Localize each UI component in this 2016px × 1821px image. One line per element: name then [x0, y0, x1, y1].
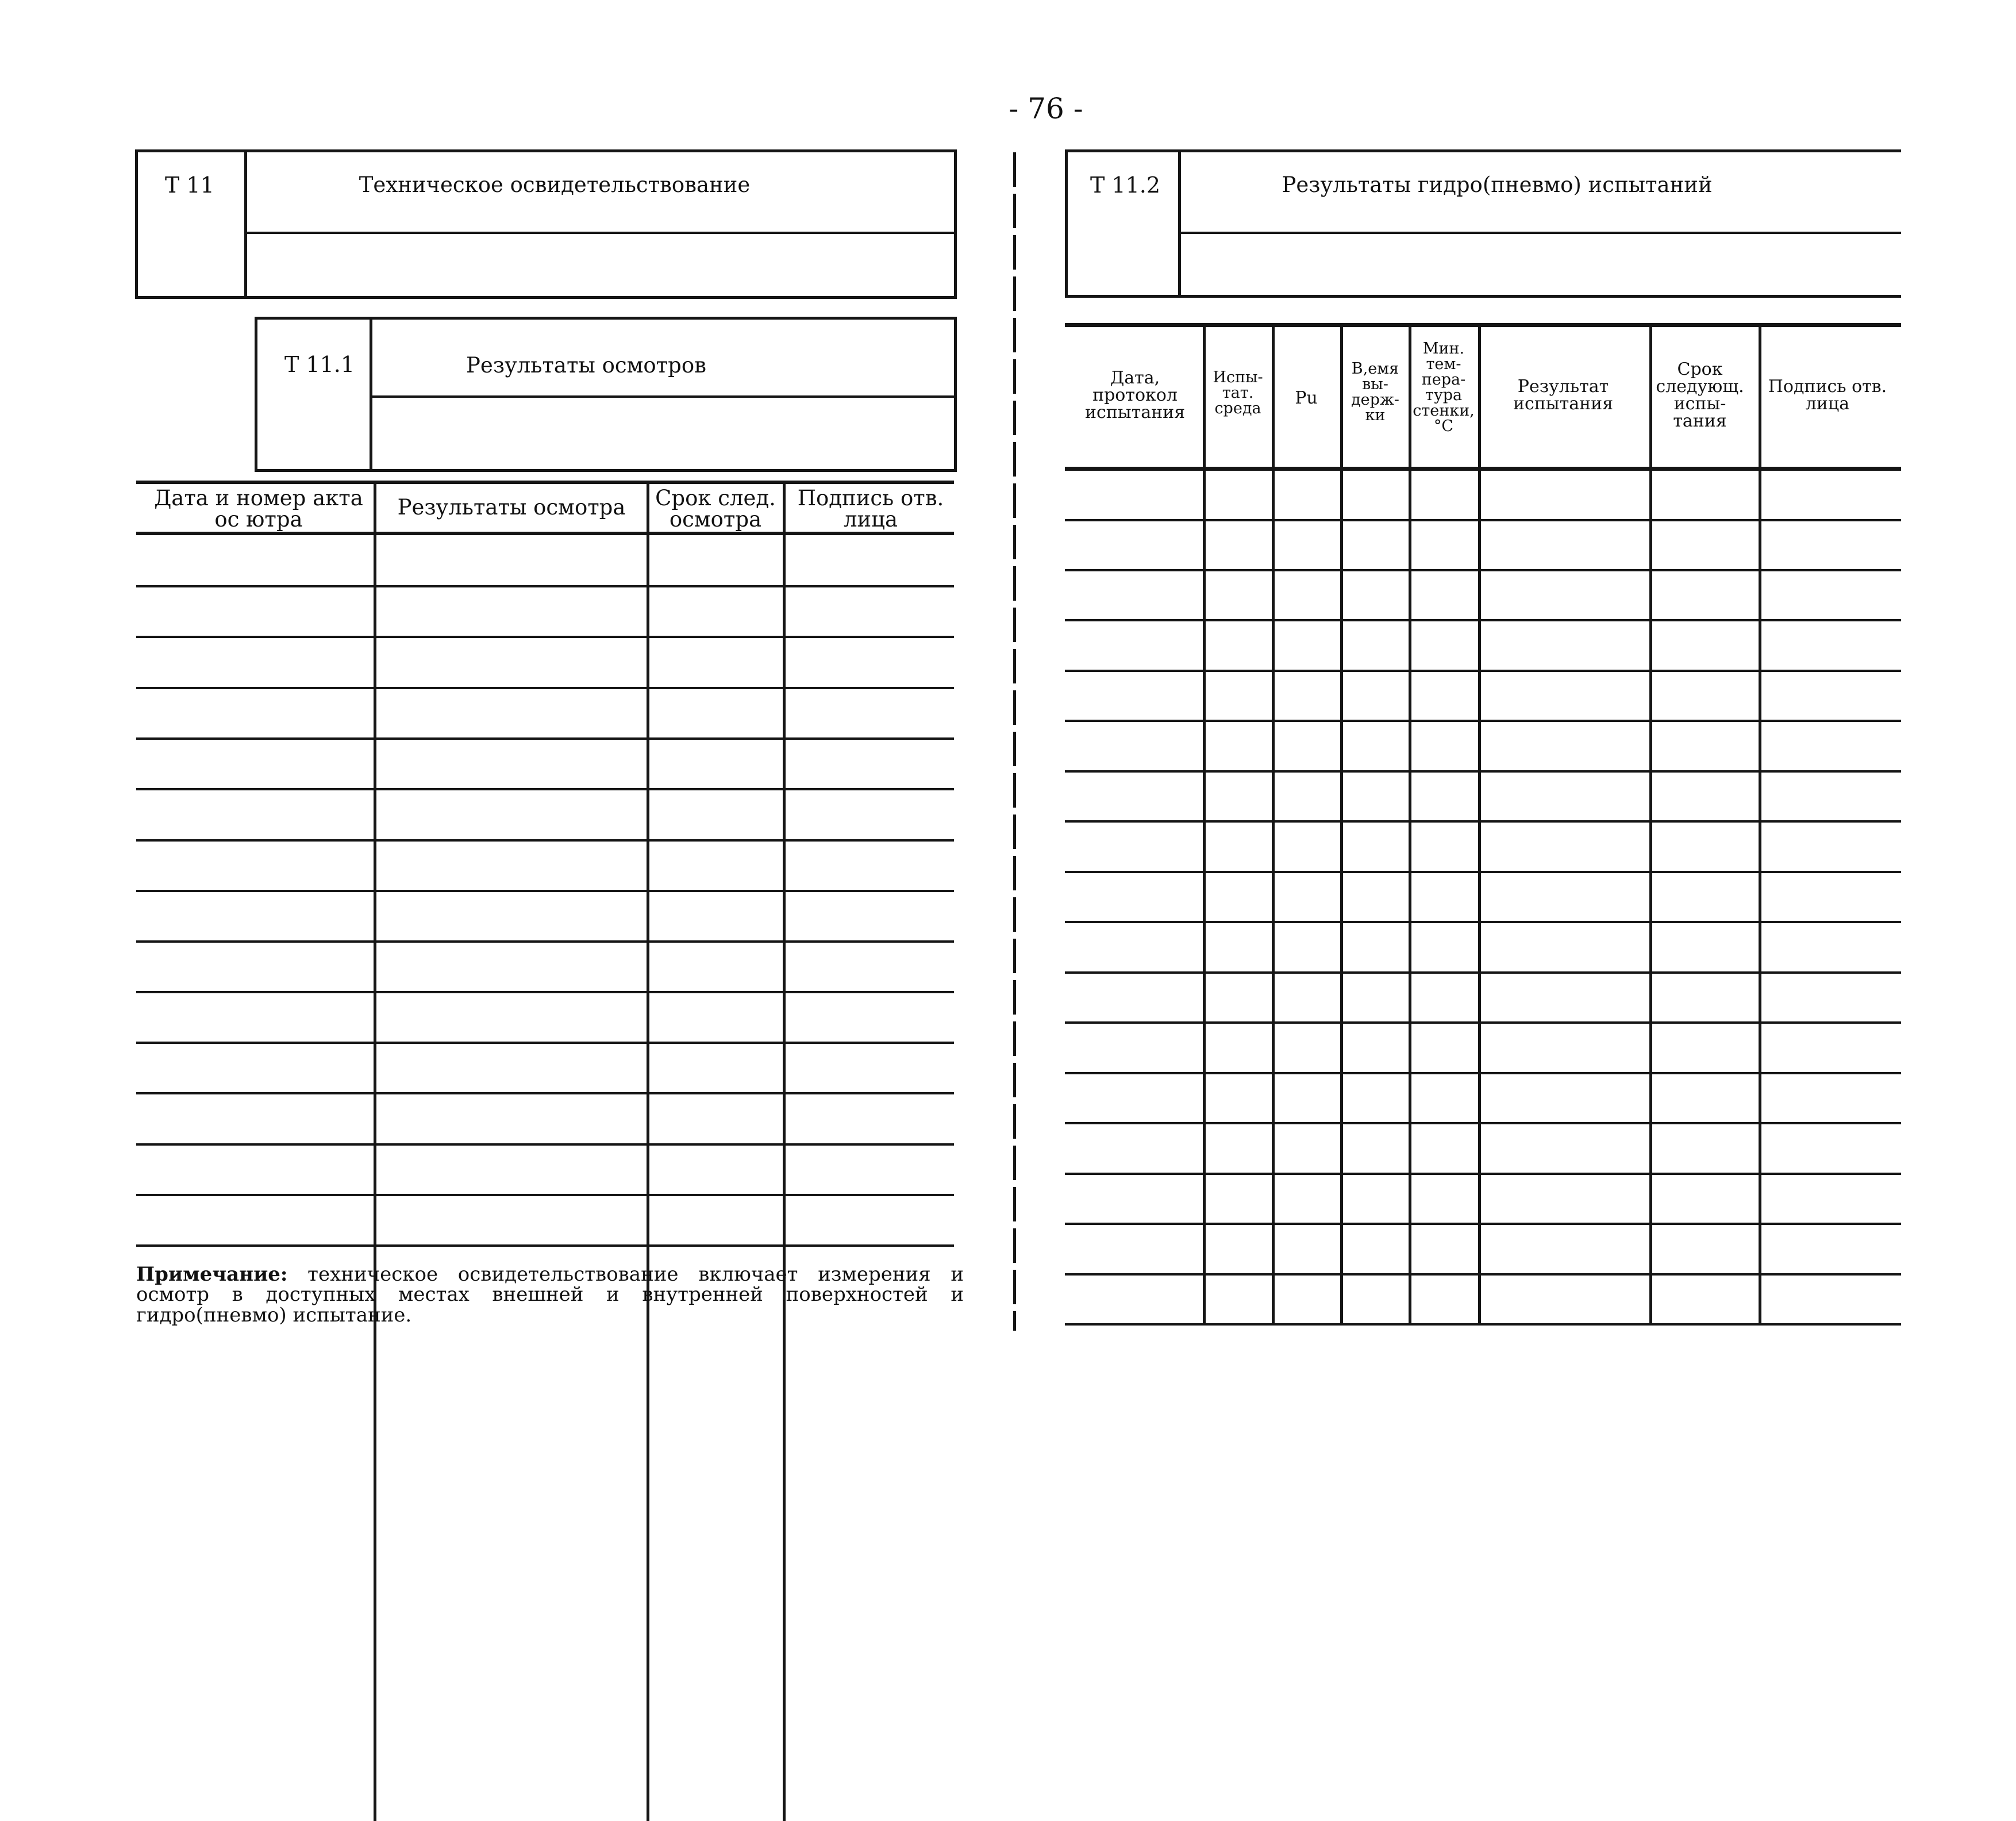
column-header-test-result: Результат испытания: [1513, 377, 1614, 414]
table-column-line: [1409, 325, 1411, 1325]
column-header-next-test: Срок следующ. испы- тания: [1656, 359, 1744, 431]
t11-divider: [244, 149, 247, 299]
table-row-line: [1065, 820, 1901, 823]
table-row-line: [136, 1194, 954, 1196]
column-header-min-wall-temp: Мин. тем- пера- тура стенки, °С: [1413, 340, 1475, 435]
table-row-line: [136, 1042, 954, 1044]
t11-header-box: [135, 149, 957, 299]
table-header-rule: [1065, 467, 1901, 471]
table-column-line: [1272, 325, 1275, 1325]
t11-title: Техническое освидетельствование: [359, 172, 751, 197]
column-header-signature-right: Подпись отв. лица: [1768, 377, 1887, 414]
table-row-line: [136, 788, 954, 790]
column-header-inspection-results: Результаты осмотра: [397, 495, 626, 520]
footnote-label: Примечание:: [136, 1263, 288, 1286]
page-number: - 76 -: [1009, 92, 1083, 125]
table-row-line: [1065, 720, 1901, 722]
table-row-line: [136, 890, 954, 892]
t11-1-divider: [370, 317, 372, 472]
table-row-line: [136, 737, 954, 740]
table-row-line: [1065, 1323, 1901, 1326]
t11-1-title: Результаты осмотров: [466, 353, 706, 378]
footnote: [136, 1265, 964, 1326]
t11-code: Т 11: [165, 172, 214, 198]
table-row-line: [136, 839, 954, 842]
table-row-line: [1065, 770, 1901, 773]
column-header-test-date: Дата, протокол испытания: [1084, 368, 1186, 422]
t11-2-header-box: [1065, 149, 1901, 298]
table-column-line: [783, 483, 786, 1821]
t11-row-line: [244, 232, 957, 234]
table-row-line: [136, 1092, 954, 1094]
table-row-line: [1065, 670, 1901, 672]
column-header-holding-time: В,емя вы- держ- ки: [1351, 360, 1399, 424]
table-header-rule: [136, 532, 954, 535]
table-row-line: [1065, 569, 1901, 571]
table-column-line: [647, 483, 649, 1821]
t11-2-divider: [1178, 149, 1181, 298]
table-row-line: [1065, 519, 1901, 521]
column-header-test-medium: Испы- тат. среда: [1213, 368, 1263, 417]
table-column-line: [1649, 325, 1652, 1325]
table-row-line: [136, 1143, 954, 1146]
footnote-text: техническое освидетельствование включает измерения и осмотр в доступных местах внешней и внутренней поверхностей и гидро(пневмо) испытание.: [136, 1263, 964, 1327]
table-row-line: [136, 1244, 954, 1247]
page-divider: [1013, 152, 1016, 1331]
t11-2-code: Т 11.2: [1090, 172, 1161, 198]
column-header-pu: Pu: [1295, 388, 1318, 408]
t11-1-code: Т 11.1: [284, 352, 355, 377]
t11-2-title: Результаты гидро(пневмо) испытаний: [1282, 172, 1713, 197]
table-row-line: [1065, 921, 1901, 923]
table-row-line: [1065, 619, 1901, 621]
column-header-inspection-act: Дата и номер акта ос ютра: [154, 486, 363, 532]
table-column-line: [1759, 325, 1761, 1325]
t11-2-row-line: [1178, 232, 1901, 234]
table-row-line: [136, 940, 954, 943]
table-row-line: [1065, 1072, 1901, 1074]
column-header-next-inspection: Срок след. осмотра: [655, 486, 776, 532]
t11-1-row-line: [370, 395, 957, 398]
table-row-line: [1065, 1021, 1901, 1024]
table-row-line: [136, 991, 954, 993]
table-row-line: [136, 585, 954, 587]
table-column-line: [1340, 325, 1343, 1325]
table-column-line: [1478, 325, 1481, 1325]
table-column-line: [1203, 325, 1206, 1325]
table-row-line: [1065, 1122, 1901, 1124]
table-row-line: [1065, 1173, 1901, 1175]
column-header-signature: Подпись отв. лица: [797, 486, 944, 532]
t11-1-header-box: [255, 317, 957, 472]
table-row-line: [136, 687, 954, 689]
table-top-rule: [1065, 323, 1901, 327]
table-column-line: [374, 483, 376, 1821]
table-row-line: [1065, 971, 1901, 974]
table-row-line: [136, 636, 954, 638]
table-row-line: [1065, 1223, 1901, 1225]
table-row-line: [1065, 871, 1901, 873]
table-top-rule: [136, 481, 954, 484]
table-row-line: [1065, 1273, 1901, 1276]
